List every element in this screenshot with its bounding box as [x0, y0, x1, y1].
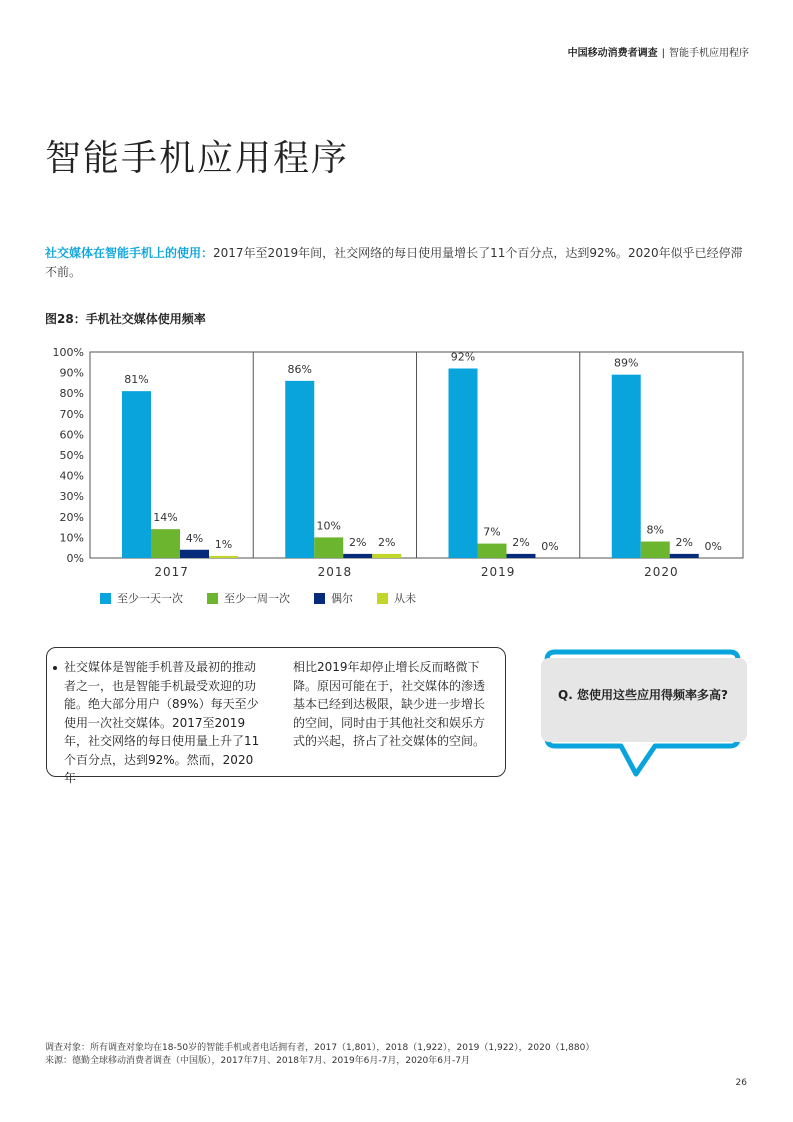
header-separator: |: [661, 48, 665, 59]
section-name: 智能手机应用程序: [669, 48, 749, 59]
legend-swatch: [207, 593, 218, 604]
legend-label: 至少一天一次: [117, 592, 183, 605]
data-label: 86%: [287, 362, 312, 376]
bar: [478, 544, 507, 558]
data-label: 2%: [349, 535, 367, 549]
bar: [670, 554, 699, 558]
y-tick-label: 80%: [59, 387, 84, 401]
legend-item: [100, 590, 183, 606]
page-title: 智能手机应用程序: [45, 138, 350, 179]
data-label: 10%: [316, 519, 341, 533]
y-tick-label: 90%: [59, 366, 84, 380]
y-tick-label: 40%: [59, 469, 84, 483]
bar: [285, 381, 314, 558]
bar: [180, 550, 209, 558]
data-label: 81%: [124, 373, 149, 387]
bar: [612, 375, 641, 558]
legend-item: [377, 590, 416, 606]
data-label: 0%: [541, 540, 559, 553]
y-tick-label: 100%: [52, 346, 84, 359]
page-header: [568, 44, 749, 59]
data-label: 2%: [675, 535, 693, 549]
y-tick-label: 50%: [59, 449, 84, 462]
data-label: 1%: [214, 537, 233, 551]
data-label: 0%: [704, 540, 722, 553]
legend-label: 偶尔: [331, 592, 353, 605]
bar: [122, 391, 151, 558]
x-tick-label: 2017: [154, 565, 189, 579]
footer-notes: [45, 1042, 594, 1068]
question-text: Q. 您使用这些应用得频率多高?: [558, 688, 728, 702]
legend-label: 至少一周一次: [224, 592, 290, 605]
data-label: 92%: [450, 350, 476, 364]
report-name: 中国移动消费者调查: [567, 48, 658, 59]
summary-column-2: 相比2019年却停止增长反而略微下降。原因可能在于，社交媒体的渗透基本已经到达极限，缺少进一步增长的空间，同时由于其他社交和娱乐方式的兴起，挤占了社交媒体的空间。: [293, 660, 486, 748]
intro-paragraph: [45, 244, 750, 282]
legend-swatch: [377, 593, 388, 604]
y-tick-label: 10%: [59, 531, 84, 545]
bar: [449, 368, 478, 558]
bullet-icon: [53, 666, 57, 670]
question-bubble: [537, 646, 749, 781]
legend-swatch: [314, 593, 325, 604]
figure-title: 图28：手机社交媒体使用频率: [45, 312, 206, 326]
summary-column-1: 社交媒体是智能手机普及最初的推动者之一，也是智能手机最受欢迎的功能。绝大部分用户（89%）每天至少使用一次社交媒体。2017至2019年，社交网络的每日使用量上升了11个百分点，达到92%。然而，2020年: [64, 660, 260, 785]
y-tick-label: 0%: [66, 552, 84, 565]
legend-item: [314, 590, 353, 606]
bar: [151, 529, 180, 558]
data-label: 2%: [378, 535, 396, 549]
y-tick-label: 70%: [59, 407, 84, 421]
bar: [314, 537, 343, 558]
data-label: 4%: [185, 531, 204, 545]
bar: [641, 542, 670, 558]
bar: [372, 554, 401, 558]
bar: [507, 554, 536, 558]
intro-body: 2017年至2019年间，社交网络的每日使用量增长了11个百分点，达到92%。2020年似乎已经停滞不前。: [45, 246, 743, 279]
y-tick-label: 60%: [59, 428, 84, 442]
chart-legend: [100, 590, 416, 606]
data-label: 7%: [483, 525, 501, 539]
intro-lead: 社交媒体在智能手机上的使用：: [45, 246, 214, 260]
page-number: 26: [735, 1078, 747, 1088]
survey-note: 调查对象：所有调查对象均在18-50岁的智能手机或者电话拥有者，2017（1,801），2018（1,922），2019（1,922），2020（1,880）: [45, 1043, 595, 1053]
bar-chart: [40, 340, 760, 580]
legend-item: [207, 590, 290, 606]
x-tick-label: 2020: [644, 565, 679, 579]
x-tick-label: 2018: [317, 565, 353, 579]
y-tick-label: 20%: [59, 510, 84, 524]
legend-swatch: [100, 593, 111, 604]
bar: [209, 556, 238, 558]
speech-bubble-icon: [537, 646, 749, 781]
bar: [343, 554, 372, 558]
data-label: 89%: [614, 356, 639, 370]
data-label: 14%: [153, 511, 178, 525]
summary-box: [46, 647, 506, 785]
y-tick-label: 30%: [59, 490, 84, 504]
data-label: 8%: [646, 523, 664, 537]
x-tick-label: 2019: [480, 565, 516, 579]
legend-label: 从未: [394, 592, 416, 605]
data-label: 2%: [512, 535, 530, 549]
source-note: 来源：德勤全球移动消费者调查（中国版），2017年7月、2018年7月、2019年6月-7月，2020年6月-7月: [45, 1056, 470, 1066]
